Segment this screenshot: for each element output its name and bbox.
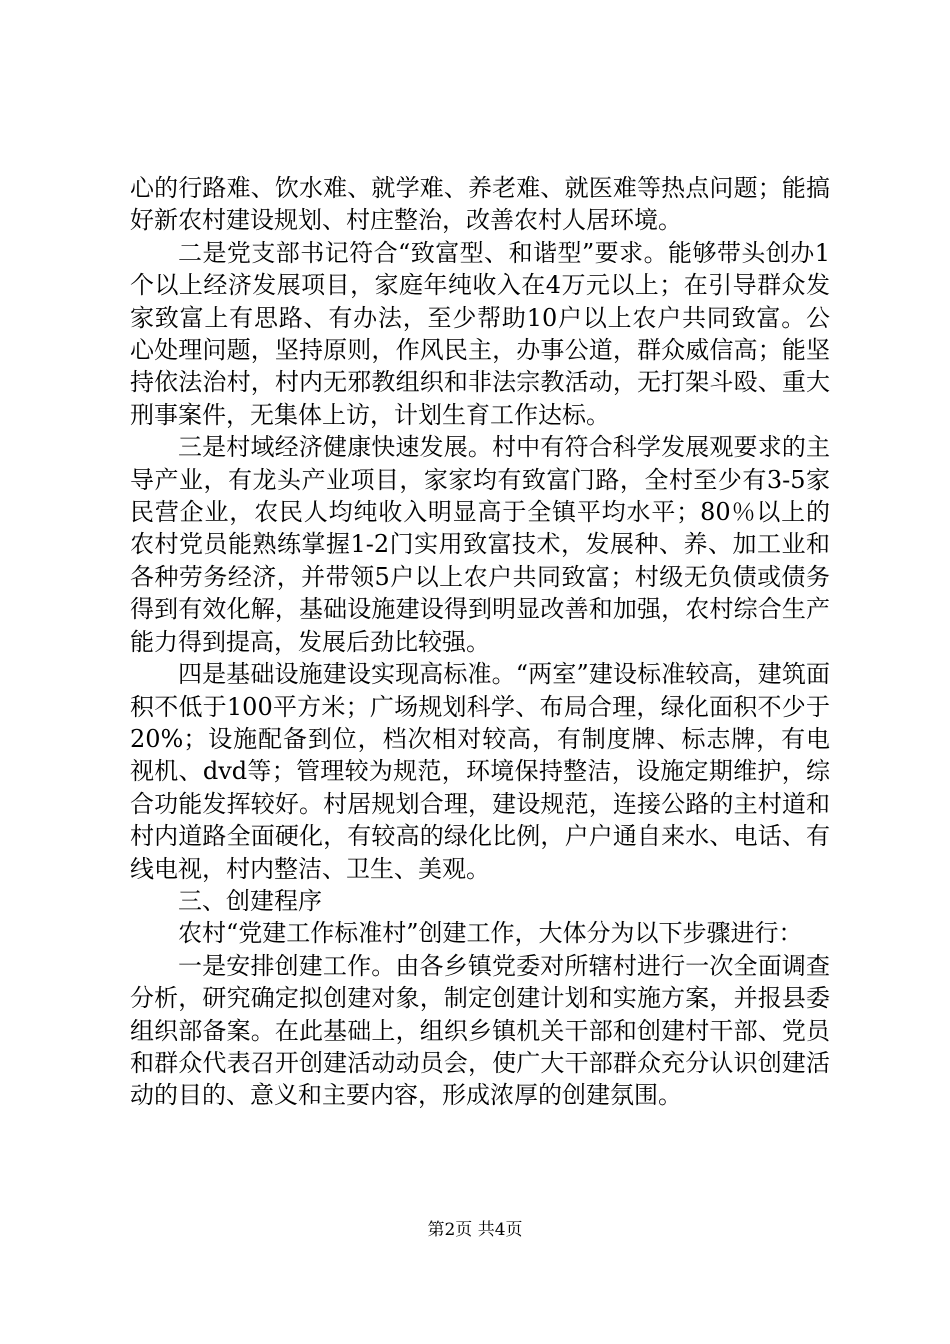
page-indicator: 第2页 共4页: [427, 1220, 523, 1240]
section-heading: 三、创建程序: [178, 886, 322, 915]
paragraph-criterion-two: 二是党支部书记符合“致富型、和谐型”要求。能够带头创办1个以上经济发展项目，家庭年纯收入在4万元以上；在引导群众发家致富上有思路、有办法，至少帮助10户以上农户共同致富。公心处理问题，坚持原则，作风民主，办事公道，群众威信高；能坚持依法治村，村内无邪教组织和非法宗教活动，无打架斗殴、重大刑事案件，无集体上访，计划生育工作达标。: [130, 238, 830, 429]
paragraph-criterion-four: 四是基础设施建设实现高标准。“两室”建设标准较高，建筑面积不低于100平方米；广场规划科学、布局合理，绿化面积不少于20%；设施配备到位，档次相对较高，有制度牌、标志牌，有电视机、dvd等；管理较为规范，环境保持整洁，设施定期维护，综合功能发挥较好。村居规划合理，建设规范，连接公路的主村道和村内道路全面硬化，有较高的绿化比例，户户通自来水、电话、有线电视，村内整洁、卫生、美观。: [130, 660, 830, 883]
paragraph-criterion-three: 三是村域经济健康快速发展。村中有符合科学发展观要求的主导产业，有龙头产业项目，家家均有致富门路，全村至少有3-5家民营企业，农民人均纯收入明显高于全镇平均水平；80％以上的农村党员能熟练掌握1-2门实用致富技术，发展种、养、加工业和各种劳务经济，并带领5户以上农户共同致富；村级无负债或债务得到有效化解，基础设施建设得到明显改善和加强，农村综合生产能力得到提高，发展后劲比较强。: [130, 433, 830, 656]
paragraph-procedure-intro: 农村“党建工作标准村”创建工作，大体分为以下步骤进行：: [178, 919, 803, 948]
paragraph-step-one: 一是安排创建工作。由各乡镇党委对所辖村进行一次全面调查分析，研究确定拟创建对象，制定创建计划和实施方案，并报县委组织部备案。在此基础上，组织乡镇机关干部和创建村干部、党员和群众代表召开创建活动动员会，使广大干部群众充分认识创建活动的目的、意义和主要内容，形成浓厚的创建氛围。: [130, 951, 830, 1110]
document-body: [130, 172, 830, 1112]
page-footer: [0, 1219, 950, 1241]
paragraph-continuation: 心的行路难、饮水难、就学难、养老难、就医难等热点问题；能搞好新农村建设规划、村庄整治，改善农村人居环境。: [130, 174, 830, 235]
